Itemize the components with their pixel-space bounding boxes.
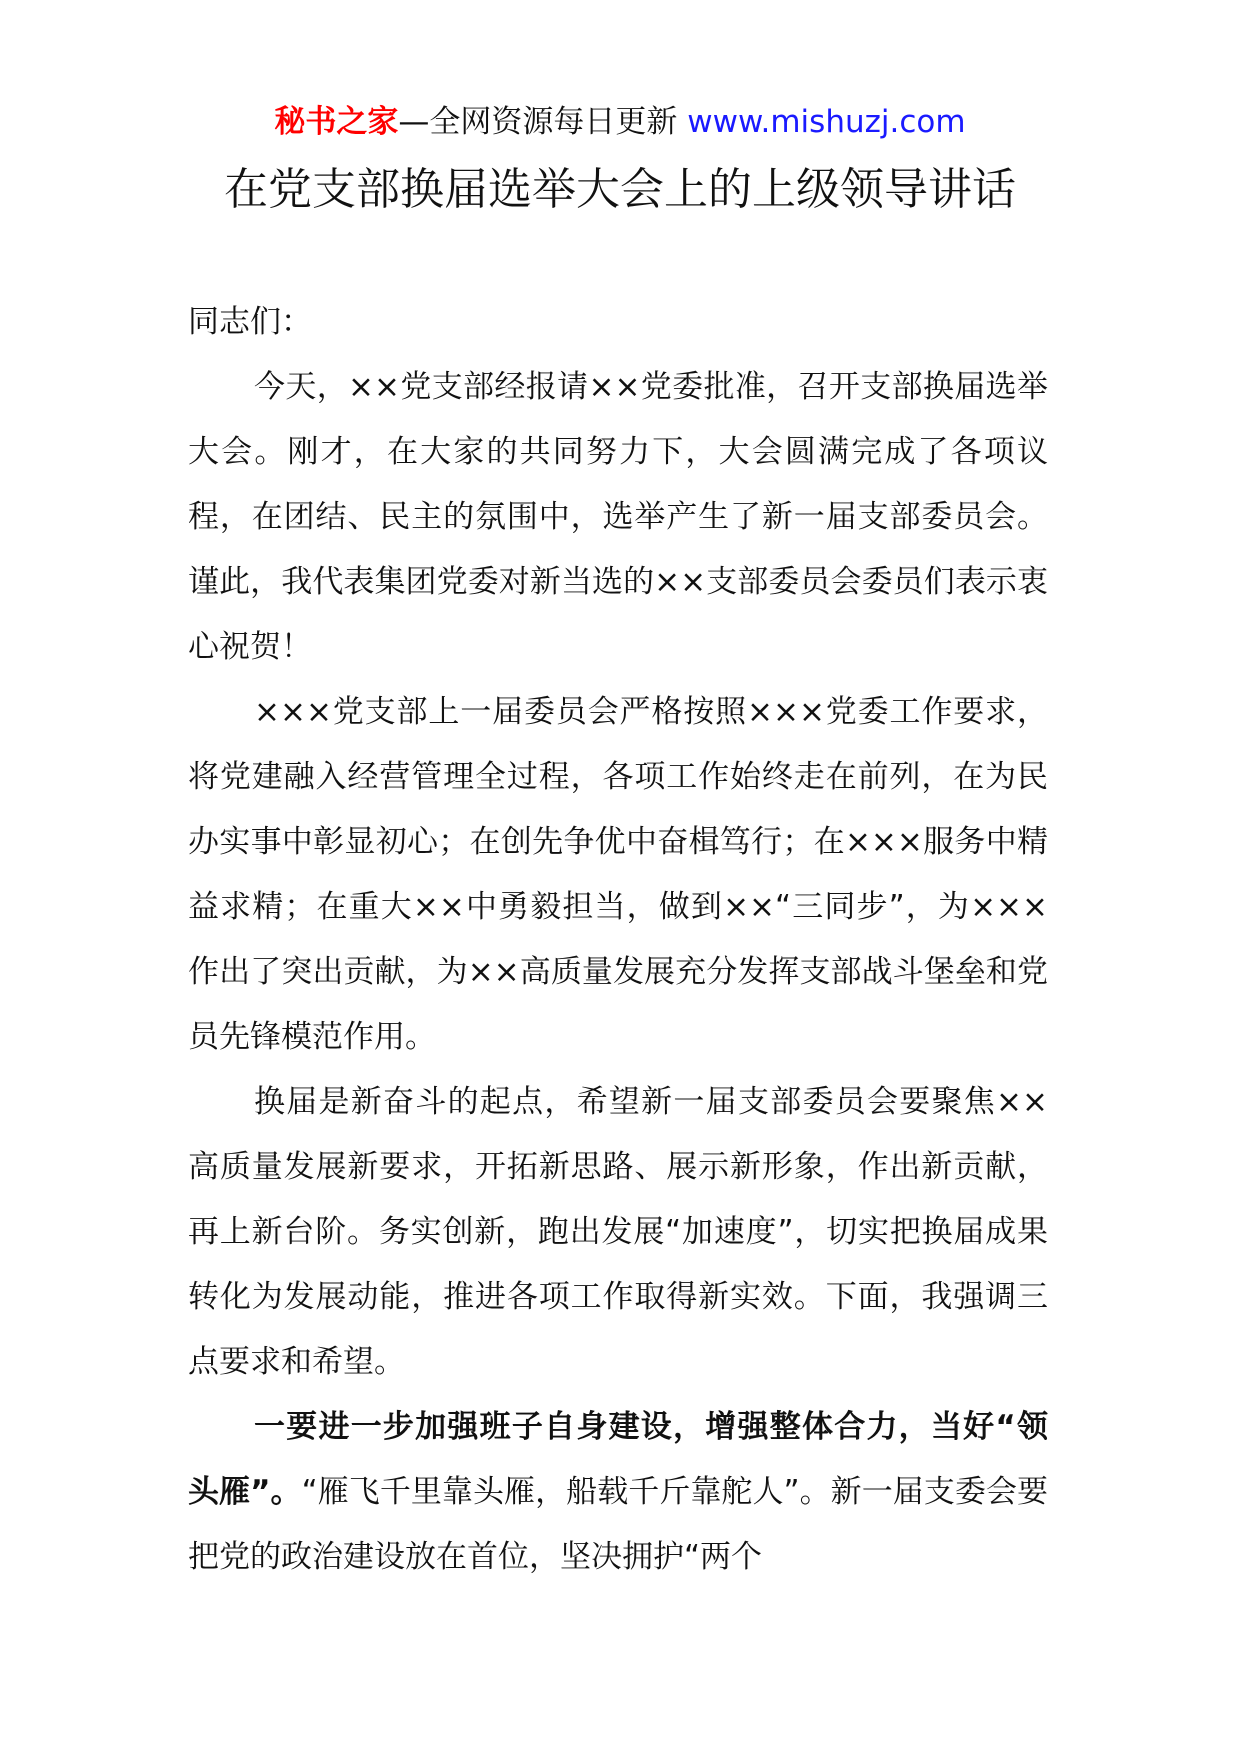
- document-body: [188, 290, 1048, 1590]
- header-tagline: —全网资源每日更新: [398, 104, 678, 140]
- site-url-link[interactable]: www.mishuzj.com: [687, 104, 966, 140]
- section-paragraph: [188, 1395, 1048, 1590]
- section-heading: 一要进一步加强班子自身建设，增强整体合力，当好“领头雁”。: [188, 1409, 1048, 1510]
- page-header: [0, 100, 1240, 144]
- body-paragraph: 今天，××党支部经报请××党委批准，召开支部换届选举大会。刚才，在大家的共同努力下，大会圆满完成了各项议程，在团结、民主的氛围中，选举产生了新一届支部委员会。谨此，我代表集团党委对新当选的××支部委员会委员们表示衷心祝贺！: [188, 369, 1048, 665]
- body-paragraph: 换届是新奋斗的起点，希望新一届支部委员会要聚焦××高质量发展新要求，开拓新思路、展示新形象，作出新贡献，再上新台阶。务实创新，跑出发展“加速度”，切实把换届成果转化为发展动能，推进各项工作取得新实效。下面，我强调三点要求和希望。: [188, 1084, 1048, 1380]
- salutation: 同志们：: [188, 304, 312, 340]
- body-paragraph: ×××党支部上一届委员会严格按照×××党委工作要求，将党建融入经营管理全过程，各项工作始终走在前列，在为民办实事中彰显初心；在创先争优中奋楫笃行；在×××服务中精益求精；在重大××中勇毅担当，做到××“三同步”，为×××作出了突出贡献，为××高质量发展充分发挥支部战斗堡垒和党员先锋模范作用。: [188, 694, 1048, 1055]
- brand-name: 秘书之家: [274, 104, 399, 140]
- document-title: 在党支部换届选举大会上的上级领导讲话: [224, 164, 1016, 215]
- section-text: “雁飞千里靠头雁，船载千斤靠舵人”。新一届支委会要把党的政治建设放在首位，坚决拥护“两个: [188, 1474, 1048, 1575]
